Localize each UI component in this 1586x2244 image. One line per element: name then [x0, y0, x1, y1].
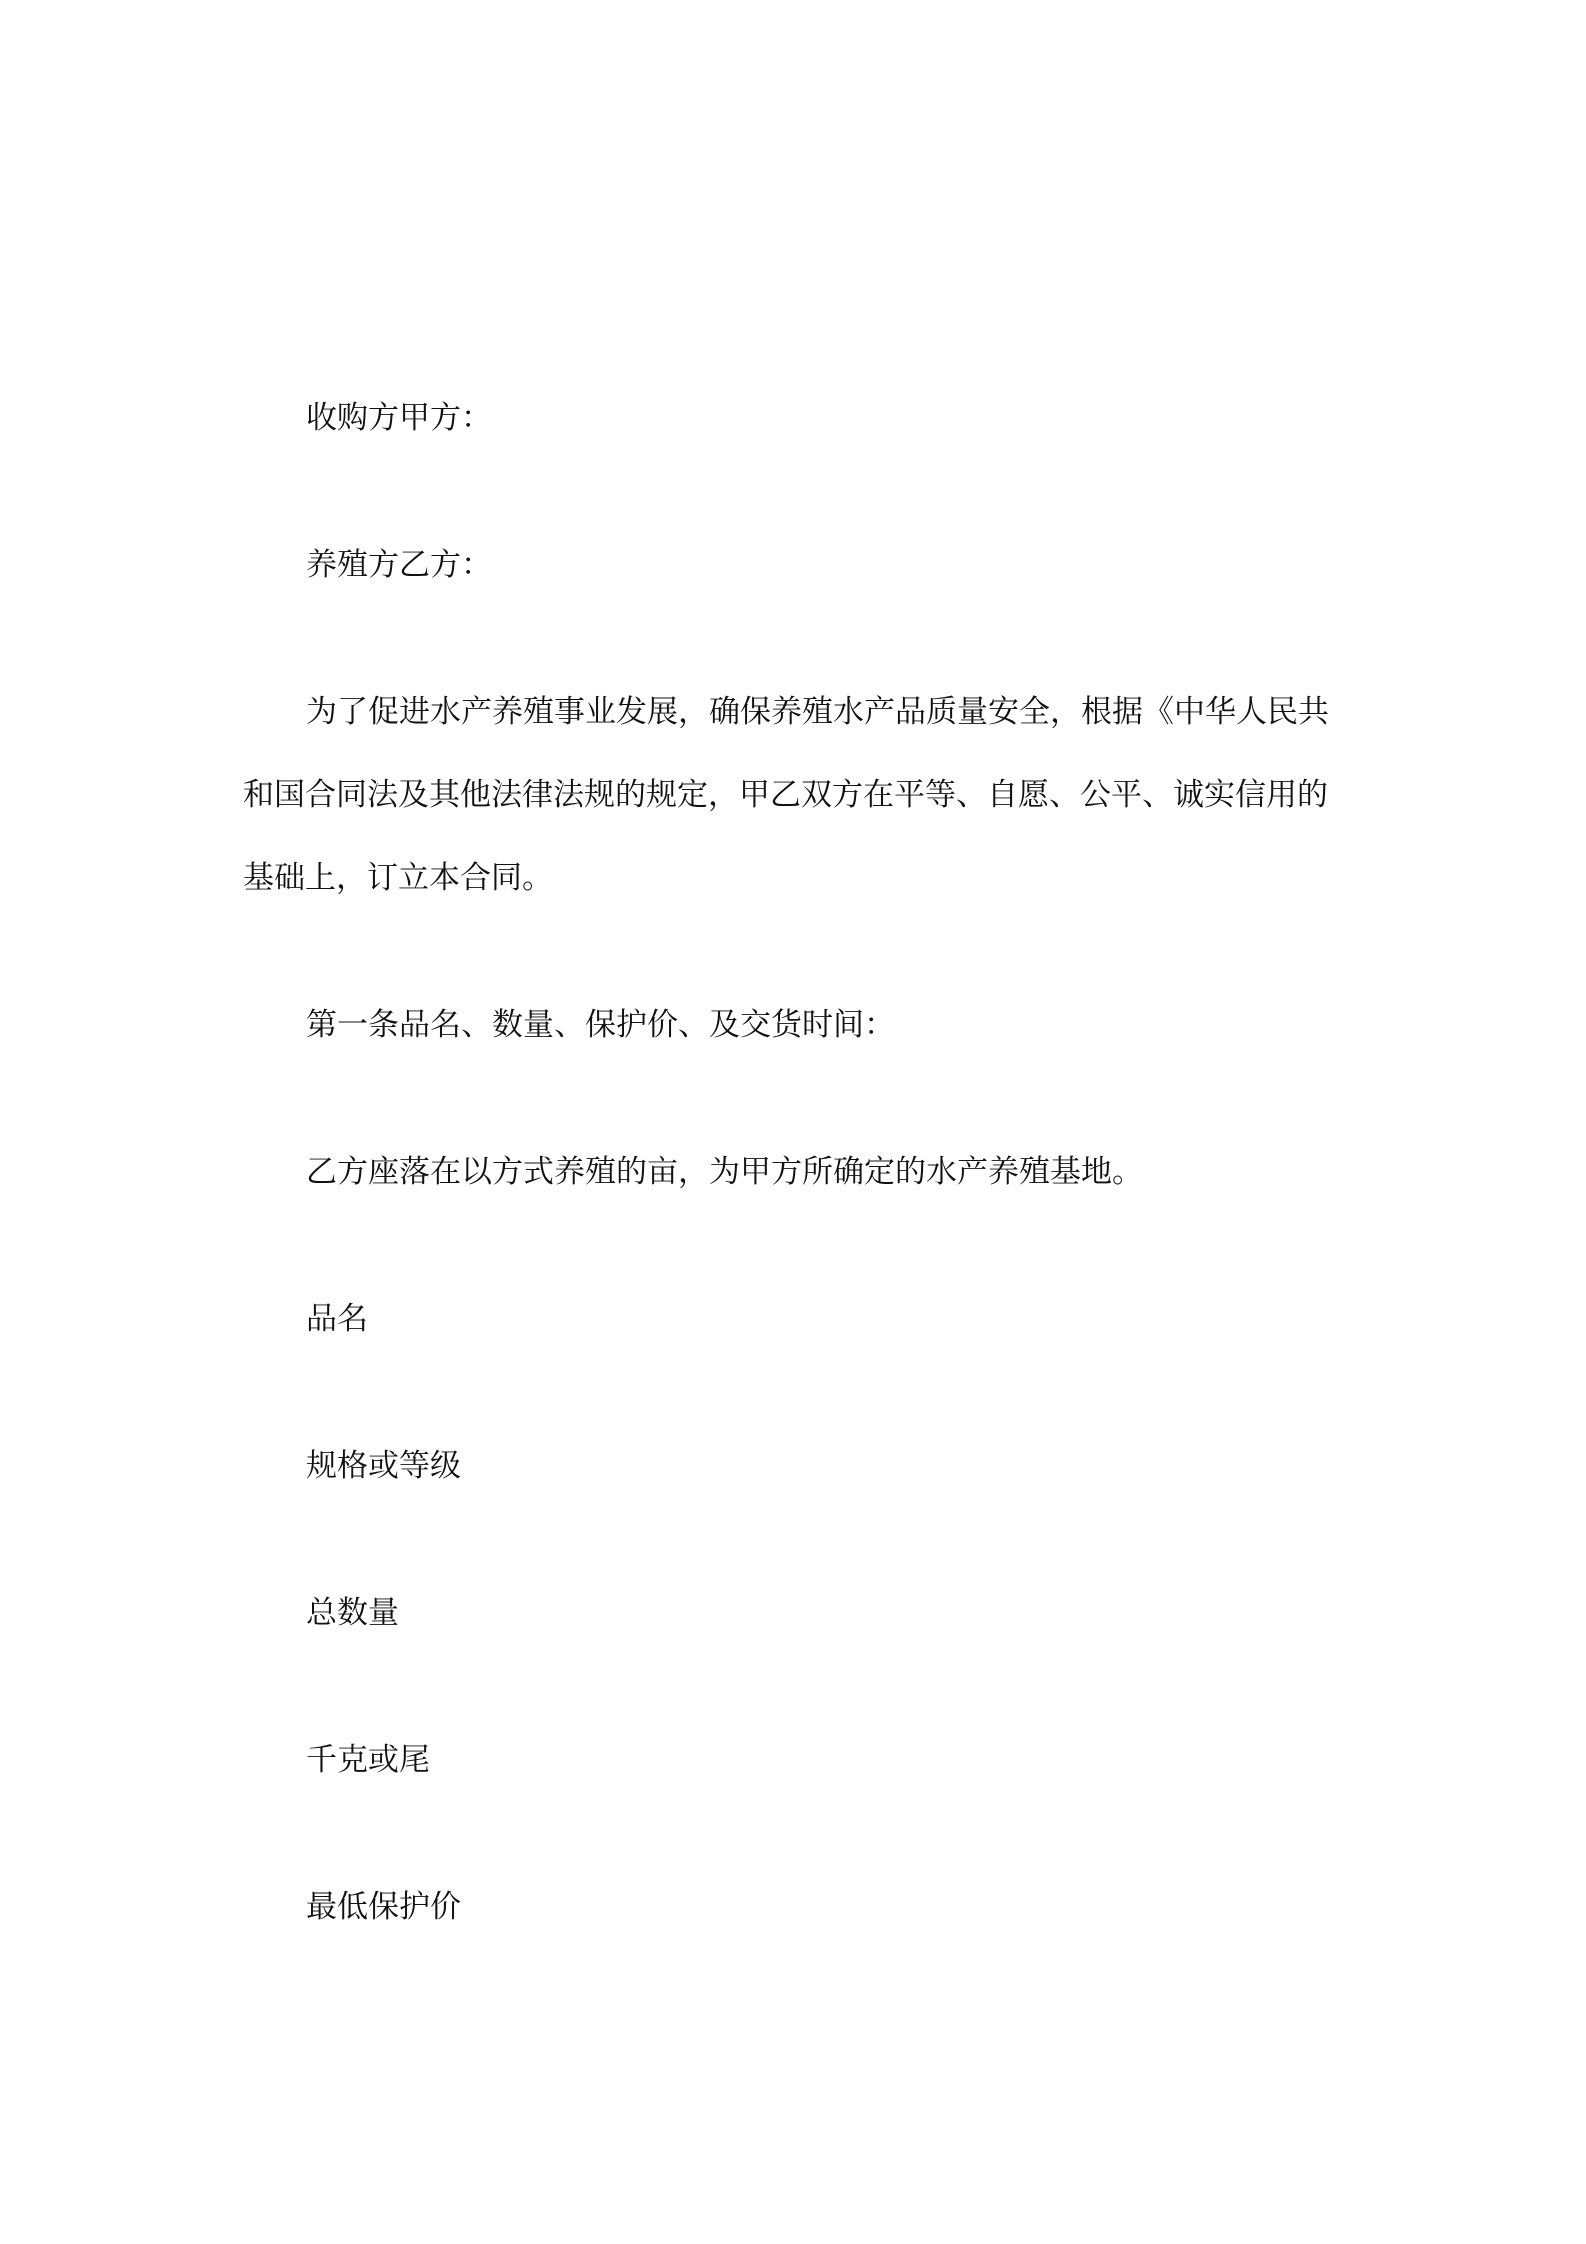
- field-product-name: 品名: [306, 1301, 368, 1337]
- preamble-line-1: 为了促进水产养殖事业发展，确保养殖水产品质量安全，根据《中华人民共: [306, 694, 1329, 730]
- article-1-body: 乙方座落在以方式养殖的亩，为甲方所确定的水产养殖基地。: [306, 1154, 1143, 1190]
- party-a-label: 收购方甲方：: [306, 400, 492, 436]
- article-1-title: 第一条品名、数量、保护价、及交货时间：: [306, 1007, 895, 1043]
- preamble-line-2: 和国合同法及其他法律法规的规定，甲乙双方在平等、自愿、公平、诚实信用的: [243, 777, 1328, 813]
- party-b-label: 养殖方乙方：: [306, 547, 492, 583]
- field-minimum-price: 最低保护价: [306, 1889, 461, 1925]
- field-spec-grade: 规格或等级: [306, 1448, 461, 1484]
- field-unit: 千克或尾: [306, 1742, 430, 1778]
- preamble-line-3: 基础上，订立本合同。: [243, 860, 553, 896]
- field-total-quantity: 总数量: [306, 1595, 399, 1631]
